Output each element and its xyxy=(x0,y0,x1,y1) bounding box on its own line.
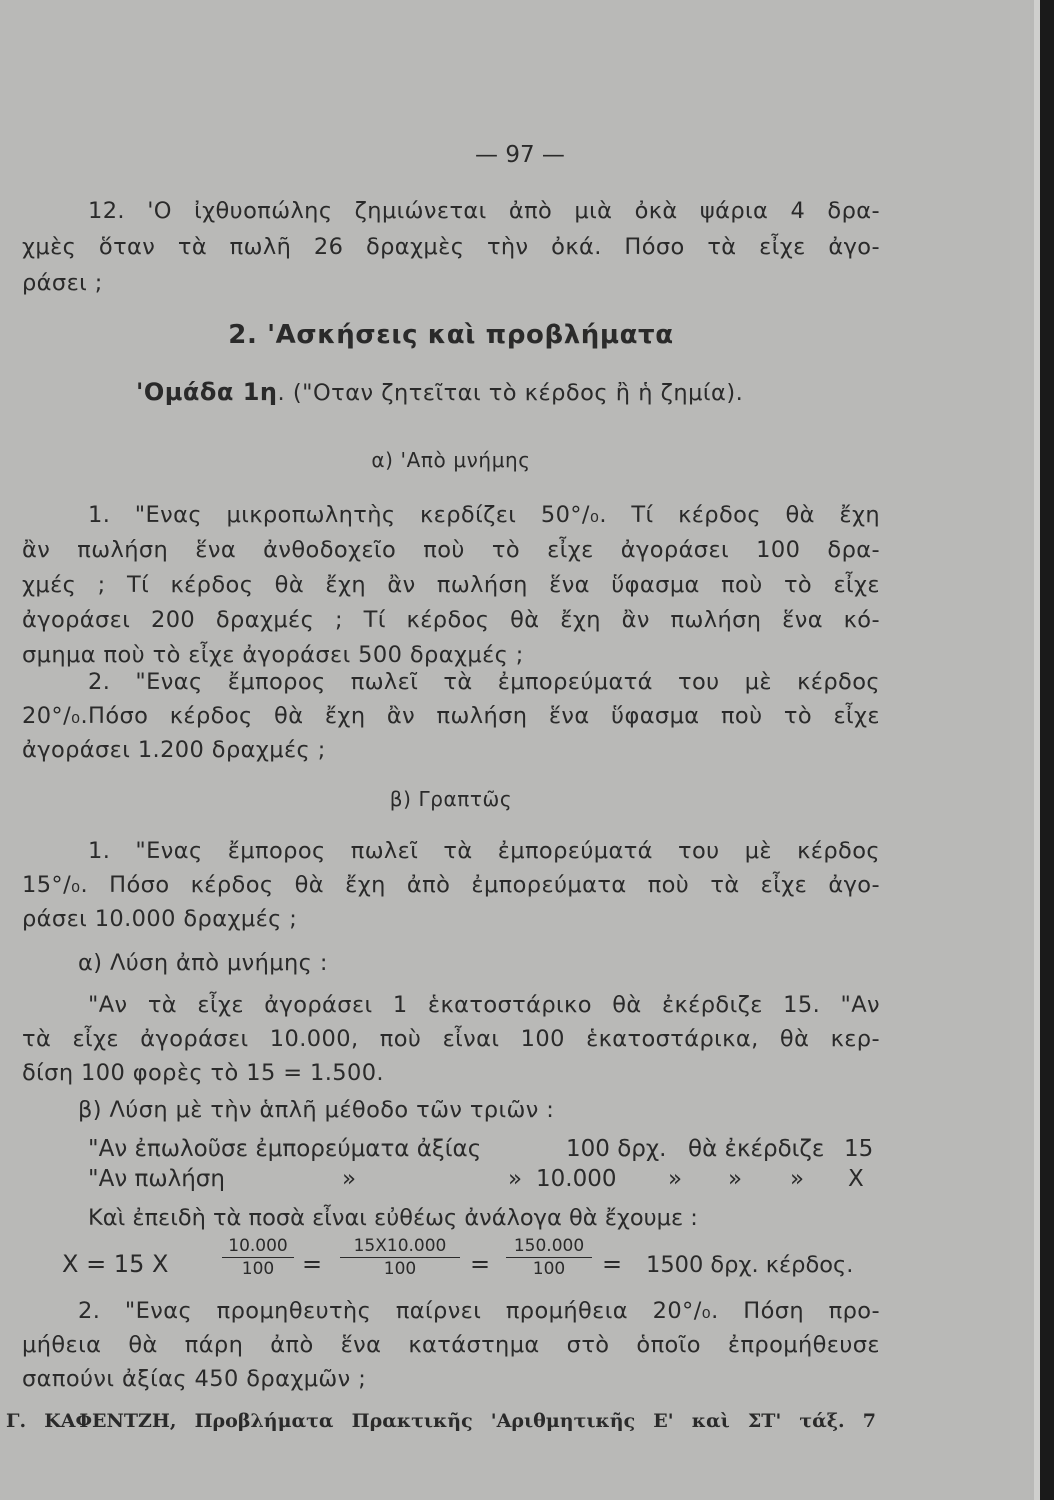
page-number: — 97 — xyxy=(475,142,565,168)
rule-row-1-value: 15 xyxy=(844,1136,874,1162)
problem-12 xyxy=(22,198,880,298)
fraction-2-numerator: 15X10.000 xyxy=(340,1236,460,1258)
ditto-mark: » xyxy=(790,1166,805,1192)
written-problem-2 xyxy=(22,1298,880,1408)
page-edge-shadow xyxy=(1040,0,1054,1500)
rule-row-1-amount: 100 δρχ. xyxy=(566,1136,667,1162)
ditto-mark: » xyxy=(728,1166,743,1192)
text-line: μήθεια θὰ πάρη ἀπὸ ἕνα κατάστημα στὸ ὁποῖο ἐπρομήθευσε xyxy=(22,1332,880,1358)
solution-a-title: α) Λύση ἀπὸ μνήμης : xyxy=(78,950,328,976)
text-line: σαπούνι ἀξίας 450 δραχμῶν ; xyxy=(22,1366,367,1392)
fraction-3 xyxy=(506,1236,592,1279)
fraction-1 xyxy=(222,1236,294,1279)
text-line: τὰ εἶχε ἀγοράσει 10.000, ποὺ εἶναι 100 ἑκατοστάρικα, θὰ κερ- xyxy=(22,1026,880,1052)
written-problem-1 xyxy=(22,838,880,948)
text-line: χμές ; Τί κέρδος θὰ ἔχη ἂν πωλήση ἕνα ὕφασμα ποὺ τὸ εἶχε xyxy=(22,572,880,598)
equals-sign: = xyxy=(302,1250,323,1278)
text-line: 1. "Ενας μικροπωλητὴς κερδίζει 50°/₀. Τί κέρδος θὰ ἔχη xyxy=(88,502,880,528)
text-line: 15°/₀. Πόσο κέρδος θὰ ἔχη ἀπὸ ἐμπορεύματα ποὺ τὰ εἶχε ἀγο- xyxy=(22,872,880,898)
equals-sign: = xyxy=(470,1250,491,1278)
subheading-written: β) Γραπτῶς xyxy=(389,787,513,811)
group-heading-rest: . ("Οταν ζητεῖται τὸ κέρδος ἢ ἡ ζημία). xyxy=(277,380,744,406)
ditto-mark: » xyxy=(342,1166,357,1192)
rule-row-1-verb: θὰ ἐκέρδιζε xyxy=(688,1136,825,1162)
text-line: ἂν πωλήση ἕνα ἀνθοδοχεῖο ποὺ τὸ εἶχε ἀγοράσει 100 δρα- xyxy=(22,537,880,563)
fraction-3-numerator: 150.000 xyxy=(506,1236,592,1258)
text-line: 1. "Ενας ἔμπορος πωλεῖ τὰ ἐμπορεύματά του μὲ κέρδος xyxy=(88,838,880,864)
proportion-line: Καὶ ἐπειδὴ τὰ ποσὰ εἶναι εὐθέως ἀνάλογα θὰ ἔχουμε : xyxy=(88,1205,698,1231)
text-line: 12. 'Ο ἰχθυοπώλης ζημιώνεται ἀπὸ μιὰ ὀκὰ ψάρια 4 δρα- xyxy=(88,198,880,224)
text-line: σμημα ποὺ τὸ εἶχε ἀγοράσει 500 δραχμές ; xyxy=(22,642,524,668)
fraction-1-denominator: 100 xyxy=(241,1259,275,1279)
text-line: 2. "Ενας ἔμπορος πωλεῖ τὰ ἐμπορεύματά του μὲ κέρδος xyxy=(88,669,880,695)
group-heading xyxy=(136,378,876,406)
text-line: ἀγοράσει 1.200 δραχμές ; xyxy=(22,737,326,763)
fraction-2 xyxy=(340,1236,460,1279)
fraction-3-denominator: 100 xyxy=(532,1259,566,1279)
solution-a xyxy=(22,992,880,1102)
text-line: δίση 100 φορὲς τὸ 15 = 1.500. xyxy=(22,1060,384,1086)
text-line: χμὲς ὅταν τὰ πωλῆ 26 δραχμὲς τὴν ὀκά. Πόσο τὰ εἶχε ἀγο- xyxy=(22,234,880,260)
group-heading-bold: 'Ομάδα 1η xyxy=(136,378,278,406)
ditto-mark: » xyxy=(508,1166,523,1192)
text-line: ράσει 10.000 δραχμές ; xyxy=(22,906,298,932)
solution-b-title: β) Λύση μὲ τὴν ἁπλῆ μέθοδο τῶν τριῶν : xyxy=(78,1097,555,1123)
text-line: ράσει ; xyxy=(22,270,103,296)
text-line: 2. "Ενας προμηθευτὴς παίρνει προμήθεια 20°/₀. Πόση προ- xyxy=(78,1298,880,1324)
subheading-memory: α) 'Απὸ μνήμης xyxy=(371,448,531,472)
memory-problem-1 xyxy=(22,502,880,692)
rule-row-1-label: "Αν ἐπωλοῦσε ἐμπορεύματα ἀξίας xyxy=(88,1136,482,1162)
formula-result: 1500 δρχ. κέρδος. xyxy=(646,1252,854,1278)
text-line: ἀγοράσει 200 δραχμές ; Τί κέρδος θὰ ἔχη ἂν πωλήση ἕνα κό- xyxy=(22,607,880,633)
text-line: "Αν τὰ εἶχε ἀγοράσει 1 ἑκατοστάρικο θὰ ἐκέρδιζε 15. "Αν xyxy=(88,992,880,1018)
unknown-x: X xyxy=(848,1166,864,1192)
text-line: 20°/₀.Πόσο κέρδος θὰ ἔχη ἂν πωλήση ἕνα ὕφασμα ποὺ τὸ εἶχε xyxy=(22,703,880,729)
section-heading: 2. 'Ασκήσεις καὶ προβλήματα xyxy=(228,320,674,350)
rule-row-2-amount: 10.000 xyxy=(536,1166,617,1192)
page-footer: Γ. ΚΑΦΕΝΤΖΗ, Προβλήματα Πρακτικῆς 'Αριθμητικῆς Ε' καὶ ΣΤ' τάξ. 7 xyxy=(6,1410,876,1432)
fraction-1-numerator: 10.000 xyxy=(222,1236,294,1258)
memory-problem-2 xyxy=(22,669,880,779)
rule-row-2-label: "Αν πωλήση xyxy=(88,1166,225,1192)
formula-lhs: X = 15 X xyxy=(62,1250,169,1278)
equals-sign: = xyxy=(602,1250,623,1278)
fraction-2-denominator: 100 xyxy=(383,1259,417,1279)
ditto-mark: » xyxy=(668,1166,683,1192)
